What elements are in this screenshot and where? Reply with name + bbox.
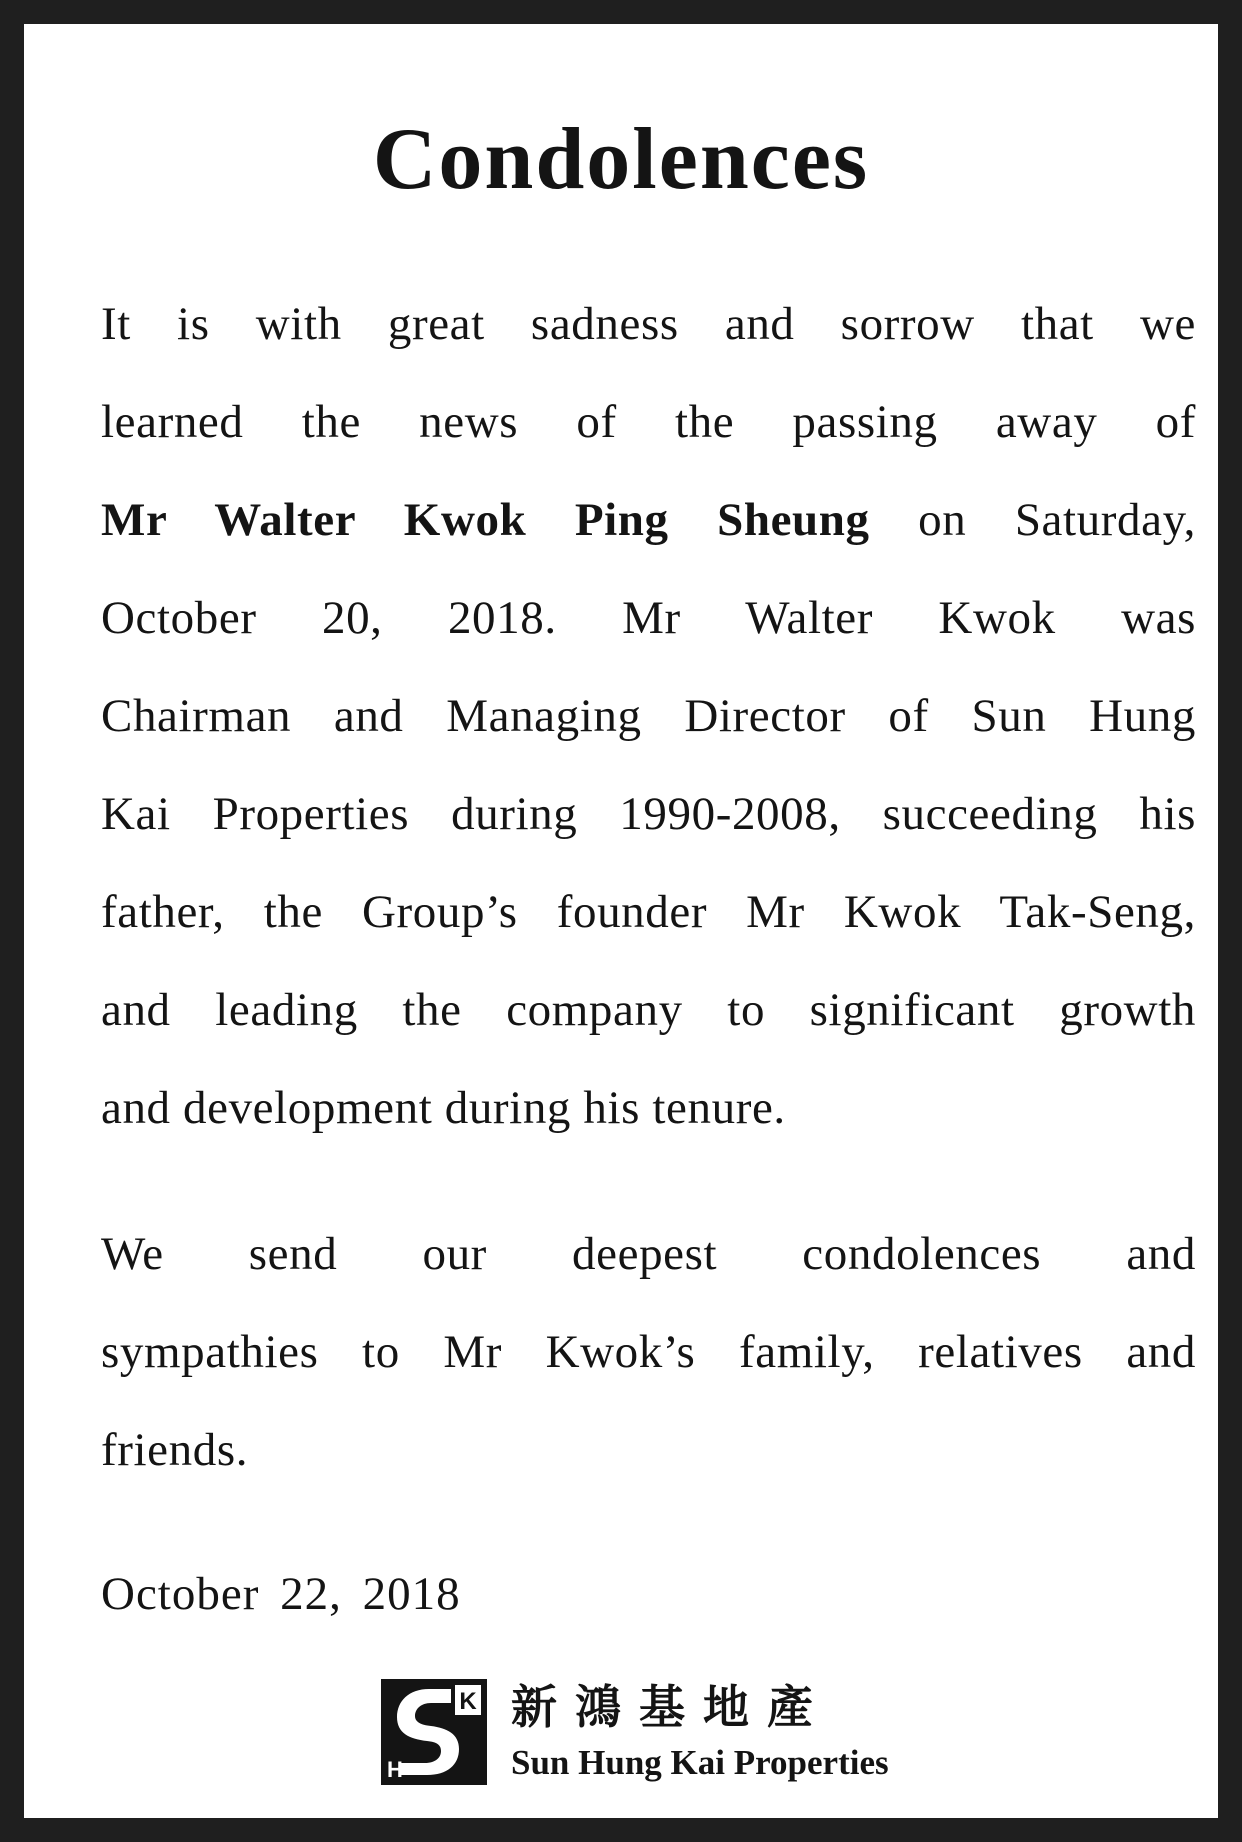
deceased-name: Mr Walter Kwok Ping Sheung xyxy=(101,494,870,546)
paragraph-line-text: on Saturday, xyxy=(869,494,1196,546)
company-name-english: Sun Hung Kai Properties xyxy=(511,1743,889,1782)
paragraph-line: and leading the company to significant growth xyxy=(101,984,1196,1036)
paragraph-line: Kai Properties during 1990-2008, succeeding his xyxy=(101,788,1196,840)
paragraph-line: sympathies to Mr Kwok’s family, relatives and xyxy=(101,1326,1196,1378)
condolence-paragraph-1 xyxy=(101,292,1196,1174)
paragraph-line xyxy=(101,488,1196,586)
notice-title: Condolences xyxy=(372,111,870,208)
shk-logo-mark-icon xyxy=(381,1679,487,1785)
notice-date: October 22, 2018 xyxy=(101,1568,461,1620)
paragraph-line: father, the Group’s founder Mr Kwok Tak-Seng, xyxy=(101,886,1196,938)
condolence-paragraph-2 xyxy=(101,1222,1196,1516)
paragraph-line: and development during his tenure. xyxy=(101,1082,786,1134)
paragraph-line: Chairman and Managing Director of Sun Hung xyxy=(101,690,1196,742)
logo-letter-h: H xyxy=(387,1757,403,1782)
paragraph-line: It is with great sadness and sorrow that we xyxy=(101,298,1196,350)
company-logo xyxy=(381,1679,921,1785)
paragraph-line: We send our deepest condolences and xyxy=(101,1228,1196,1280)
logo-letter-k: K xyxy=(459,1688,477,1715)
paragraph-line: October 20, 2018. Mr Walter Kwok was xyxy=(101,592,1196,644)
company-name-chinese: 新鴻基地產 xyxy=(511,1680,831,1734)
paragraph-line: friends. xyxy=(101,1424,249,1476)
paragraph-line: learned the news of the passing away of xyxy=(101,396,1196,448)
